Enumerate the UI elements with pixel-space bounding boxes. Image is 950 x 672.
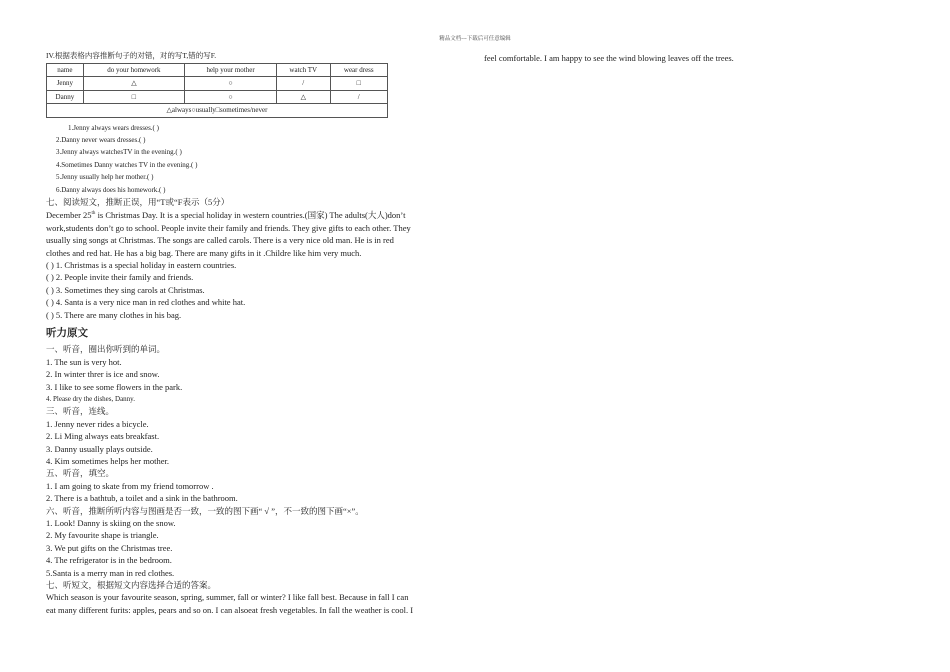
listening-line: 4. Please dry the dishes, Danny.: [46, 394, 135, 403]
listening-part5-title: 五、听音，填空。: [46, 468, 115, 479]
question-item: ( ) 5. There are many clothes in his bag.: [46, 309, 182, 320]
passage-line: clothes and red hat. He has a big bag. There are many gifts in it .Childre like him very much.: [46, 247, 362, 258]
statement-item: 3.Jenny always watchesTV in the evening.( ): [56, 148, 182, 157]
table-cell: /: [277, 77, 331, 90]
table-cell: /: [330, 90, 387, 103]
listening-line: 3. I like to see some flowers in the park.: [46, 381, 183, 392]
table-header-cell: watch TV: [277, 64, 331, 77]
statement-item: 2.Danny never wears dresses.( ): [56, 136, 146, 145]
table-cell: □: [330, 77, 387, 90]
statement-item: 6.Danny always does his homework.( ): [56, 185, 166, 194]
passage-line: work,students don’t go to school. People invite their family and friends. They give gifts to each other. They: [46, 222, 411, 233]
listening-line: 2. Li Ming always eats breakfast.: [46, 431, 160, 442]
question-item: ( ) 2. People invite their family and friends.: [46, 272, 194, 283]
listening-line: 1. Look! Danny is skiing on the snow.: [46, 518, 176, 529]
listening-part6-title: 六、听音，推断所听内容与图画是否一致，一致的图下画“ √ ”，不一致的图下画“×”。: [46, 505, 364, 516]
right-column: [484, 52, 904, 64]
table-cell: Danny: [47, 90, 84, 103]
table-cell: Jenny: [47, 77, 84, 90]
listening-heading: 听力原文: [46, 326, 88, 339]
table-cell: ○: [185, 77, 277, 90]
table-cell: △: [277, 90, 331, 103]
table-cell: □: [83, 90, 184, 103]
listening-line: 4. The refrigerator is in the bedroom.: [46, 555, 172, 566]
listening-line: 4. Kim sometimes helps her mother.: [46, 456, 169, 467]
table-header-cell: name: [47, 64, 84, 77]
listening-line: 1. I am going to skate from my friend tomorrow .: [46, 480, 214, 491]
listening-line: 5.Santa is a merry man in red clothes.: [46, 567, 175, 578]
page-header: 精品文档---下载后可任意编辑: [439, 36, 511, 42]
listening-part7-title: 七、听短文，根据短文内容选择合适的答案。: [46, 580, 217, 591]
table-legend-row: [47, 104, 388, 117]
table-header-cell: do your homework: [83, 64, 184, 77]
question-item: ( ) 1. Christmas is a special holiday in eastern countries.: [46, 259, 237, 270]
frequency-table: [46, 63, 388, 118]
question-item: ( ) 3. Sometimes they sing carols at Christmas.: [46, 284, 205, 295]
listening-line: Which season is your favourite season, spring, summer, fall or winter? I like fall best. Because in fall I can: [46, 592, 409, 603]
listening-line: 2. There is a bathtub, a toilet and a sink in the bathroom.: [46, 493, 238, 504]
table-cell: △: [83, 77, 184, 90]
listening-line: 3. Danny usually plays outside.: [46, 443, 153, 454]
table-header-cell: help your mother: [185, 64, 277, 77]
section-7-title: 七、阅读短文，推断正误，用“T或“F表示（5分）: [46, 197, 230, 208]
statement-item: 1.Jenny always wears dresses.( ): [68, 123, 159, 132]
table-legend: △always○usually□sometimes/never: [47, 104, 388, 117]
passage-line: usually sing songs at Christmas. The songs are called carols. There is a very nice old man. He is in red: [46, 235, 394, 246]
passage-date-suffix: th: [91, 211, 96, 217]
statement-item: 4.Sometimes Danny watches TV in the evening.( ): [56, 160, 198, 169]
continuation-text: feel comfortable. I am happy to see the wind blowing leaves off the trees.: [484, 53, 734, 63]
table-row: [47, 90, 388, 103]
listening-line: 2. My favourite shape is triangle.: [46, 530, 159, 541]
question-item: ( ) 4. Santa is a very nice man in red clothes and white hat.: [46, 297, 246, 308]
listening-line: eat many different furits: apples, pears and so on. I can alsoeat fresh vegetables. In fall the weather is cool. I: [46, 604, 414, 615]
listening-line: 3. We put gifts on the Christmas tree.: [46, 542, 173, 553]
passage-line: [46, 208, 466, 221]
left-column: [46, 50, 466, 616]
passage-text: is Christmas Day. It is a special holiday in western countries.(国家) The adults(大人)don’t: [95, 210, 406, 221]
listening-line: 1. The sun is very hot.: [46, 356, 122, 367]
listening-line: 1. Jenny never rides a bicycle.: [46, 418, 149, 429]
listening-line: 2. In winter threr is ice and snow.: [46, 369, 160, 380]
statement-list: [46, 122, 466, 196]
listening-part1-title: 一、听音，圈出你听到的单词。: [46, 344, 166, 355]
passage-date: December 25: [46, 210, 92, 221]
table-row: [47, 77, 388, 90]
table-header-row: [47, 64, 388, 77]
statement-item: 5.Jenny usually help her mother.( ): [56, 173, 154, 182]
table-header-cell: wear dress: [330, 64, 387, 77]
section-4-title: IV.根据表格内容推断句子的对错，对的写T,错的写F.: [46, 51, 217, 60]
listening-part3-title: 三、听音，连线。: [46, 406, 115, 417]
table-cell: ○: [185, 90, 277, 103]
